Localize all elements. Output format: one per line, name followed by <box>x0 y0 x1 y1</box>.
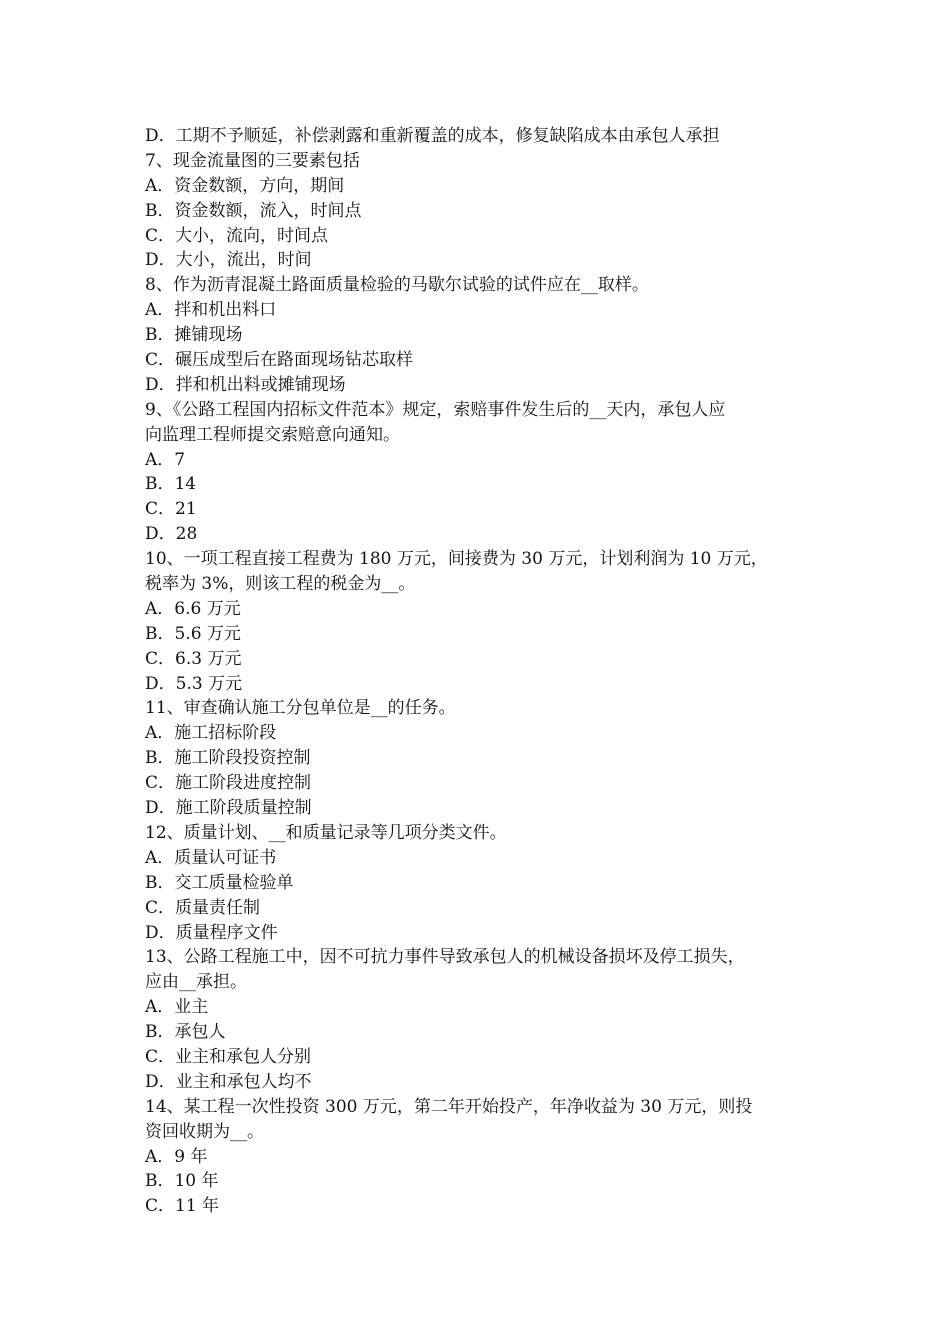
question-7: 7、现金流量图的三要素包括 <box>145 150 360 171</box>
option-b-q13: B．承包人 <box>145 1022 226 1043</box>
option-c-q12: C．质量责任制 <box>145 897 261 918</box>
question-11: 11、审查确认施工分包单位是__的任务。 <box>145 698 456 719</box>
option-b-q9: B．14 <box>145 474 197 495</box>
option-a-q7: A．资金数额，方向，期间 <box>145 175 345 196</box>
option-c-q11: C．施工阶段进度控制 <box>145 773 312 794</box>
option-c-q10: C．6.3 万元 <box>145 648 242 669</box>
option-b-q7: B．资金数额，流入，时间点 <box>145 200 362 221</box>
option-c-q7: C．大小，流向，时间点 <box>145 225 329 246</box>
option-d-q12: D．质量程序文件 <box>145 922 278 943</box>
option-b-q8: B．摊铺现场 <box>145 325 243 346</box>
question-10-line-1: 10、一项工程直接工程费为 180 万元，间接费为 30 万元，计划利润为 10 万元， <box>145 549 768 570</box>
question-12: 12、质量计划、__和质量记录等几项分类文件。 <box>145 822 507 843</box>
option-d-q13: D．业主和承包人均不 <box>145 1071 312 1092</box>
question-13-line-1: 13、公路工程施工中，因不可抗力事件导致承包人的机械设备损坏及停工损失， <box>145 947 745 968</box>
option-a-q10: A．6.6 万元 <box>145 598 241 619</box>
option-b-q14: B．10 年 <box>145 1171 219 1192</box>
option-a-q9: A．7 <box>145 449 186 470</box>
question-13-line-2: 应由__承担。 <box>145 972 247 993</box>
document-page <box>145 124 835 1219</box>
question-8: 8、作为沥青混凝土路面质量检验的马歇尔试验的试件应在__取样。 <box>145 275 649 296</box>
option-d-q9: D．28 <box>145 524 198 545</box>
option-c-q8: C．碾压成型后在路面现场钻芯取样 <box>145 350 414 371</box>
option-d-q11: D．施工阶段质量控制 <box>145 798 312 819</box>
option-b-q10: B．5.6 万元 <box>145 623 241 644</box>
option-b-q11: B．施工阶段投资控制 <box>145 748 311 769</box>
option-c-q9: C．21 <box>145 499 197 520</box>
option-a-q8: A．拌和机出料口 <box>145 300 277 321</box>
question-14-line-2: 资回收期为__。 <box>145 1121 264 1142</box>
option-a-q13: A．业主 <box>145 997 209 1018</box>
option-c-q14: C．11 年 <box>145 1196 220 1217</box>
option-a-q14: A．9 年 <box>145 1146 208 1167</box>
option-a-q11: A．施工招标阶段 <box>145 723 277 744</box>
question-10-line-2: 税率为 3%，则该工程的税金为__。 <box>145 574 416 595</box>
option-a-q12: A．质量认可证书 <box>145 847 277 868</box>
option-d-q8: D．拌和机出料或摊铺现场 <box>145 374 346 395</box>
question-14-line-1: 14、某工程一次性投资 300 万元，第二年开始投产，年净收益为 30 万元，则投 <box>145 1096 753 1117</box>
option-d-q6: D．工期不予顺延，补偿剥露和重新覆盖的成本，修复缺陷成本由承包人承担 <box>145 126 720 146</box>
question-9-line-2: 向监理工程师提交索赔意向通知。 <box>145 424 400 445</box>
option-b-q12: B．交工质量检验单 <box>145 872 294 893</box>
option-d-q10: D．5.3 万元 <box>145 673 243 694</box>
option-d-q7: D．大小，流出，时间 <box>145 250 312 271</box>
option-c-q13: C．业主和承包人分别 <box>145 1046 312 1067</box>
question-9-line-1: 9、《公路工程国内招标文件范本》规定，索赔事件发生后的__天内，承包人应 <box>145 399 726 420</box>
